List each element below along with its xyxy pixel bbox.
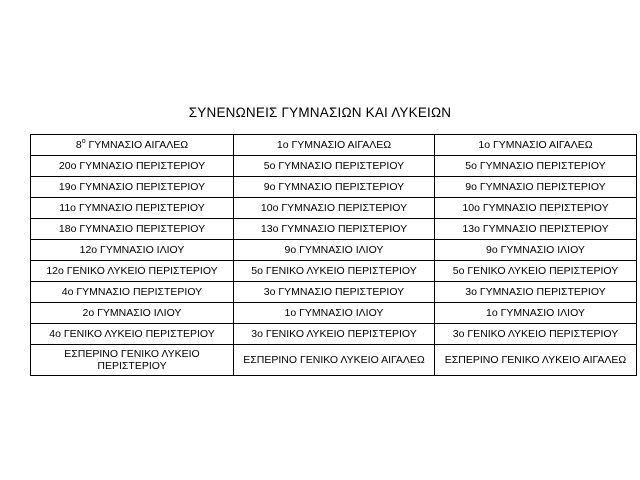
table-cell: 9ο ΓΥΜΝΑΣΙΟ ΙΛΙΟΥ <box>435 240 637 261</box>
table-cell: 10ο ΓΥΜΝΑΣΙΟ ΠΕΡΙΣΤΕΡΙΟΥ <box>234 198 435 219</box>
table-cell: ΕΣΠΕΡΙΝΟ ΓΕΝΙΚΟ ΛΥΚΕΙΟ ΑΙΓΑΛΕΩ <box>435 345 637 376</box>
table-cell: 5ο ΓΥΜΝΑΣΙΟ ΠΕΡΙΣΤΕΡΙΟΥ <box>234 156 435 177</box>
table-cell <box>31 135 234 156</box>
table-cell: 10ο ΓΥΜΝΑΣΙΟ ΠΕΡΙΣΤΕΡΙΟΥ <box>435 198 637 219</box>
table-cell: 12ο ΓΥΜΝΑΣΙΟ ΙΛΙΟΥ <box>31 240 234 261</box>
document-title: ΣΥΝΕΝΩΝΕΙΣ ΓΥΜΝΑΣΙΩΝ ΚΑΙ ΛΥΚΕΙΩΝ <box>188 105 452 120</box>
table-row <box>31 177 637 198</box>
table-cell: 5ο ΓΕΝΙΚΟ ΛΥΚΕΙΟ ΠΕΡΙΣΤΕΡΙΟΥ <box>435 261 637 282</box>
table-cell: 3ο ΓΕΝΙΚΟ ΛΥΚΕΙΟ ΠΕΡΙΣΤΕΡΙΟΥ <box>435 324 637 345</box>
table-row <box>31 219 637 240</box>
table-cell: 3ο ΓΥΜΝΑΣΙΟ ΠΕΡΙΣΤΕΡΙΟΥ <box>435 282 637 303</box>
table-cell: 1ο ΓΥΜΝΑΣΙΟ ΙΛΙΟΥ <box>435 303 637 324</box>
table-cell: 3ο ΓΥΜΝΑΣΙΟ ΠΕΡΙΣΤΕΡΙΟΥ <box>234 282 435 303</box>
table-cell: 9ο ΓΥΜΝΑΣΙΟ ΠΕΡΙΣΤΕΡΙΟΥ <box>234 177 435 198</box>
table-cell: 9ο ΓΥΜΝΑΣΙΟ ΙΛΙΟΥ <box>234 240 435 261</box>
table-cell: 3ο ΓΕΝΙΚΟ ΛΥΚΕΙΟ ΠΕΡΙΣΤΕΡΙΟΥ <box>234 324 435 345</box>
table-cell: 9ο ΓΥΜΝΑΣΙΟ ΠΕΡΙΣΤΕΡΙΟΥ <box>435 177 637 198</box>
schools-merger-table <box>30 134 637 376</box>
table-cell: 11ο ΓΥΜΝΑΣΙΟ ΠΕΡΙΣΤΕΡΙΟΥ <box>31 198 234 219</box>
table-cell: 13ο ΓΥΜΝΑΣΙΟ ΠΕΡΙΣΤΕΡΙΟΥ <box>435 219 637 240</box>
table-cell: 4ο ΓΥΜΝΑΣΙΟ ΠΕΡΙΣΤΕΡΙΟΥ <box>31 282 234 303</box>
table-cell: 1ο ΓΥΜΝΑΣΙΟ ΙΛΙΟΥ <box>234 303 435 324</box>
table-cell: 1ο ΓΥΜΝΑΣΙΟ ΑΙΓΑΛΕΩ <box>435 135 637 156</box>
ordinal-superscript: ο <box>81 138 86 145</box>
table-row <box>31 324 637 345</box>
table-cell: 5ο ΓΥΜΝΑΣΙΟ ΠΕΡΙΣΤΕΡΙΟΥ <box>435 156 637 177</box>
table-cell: 13ο ΓΥΜΝΑΣΙΟ ΠΕΡΙΣΤΕΡΙΟΥ <box>234 219 435 240</box>
table-cell: 1ο ΓΥΜΝΑΣΙΟ ΑΙΓΑΛΕΩ <box>234 135 435 156</box>
table-row <box>31 261 637 282</box>
school-name: ΓΥΜΝΑΣΙΟ ΑΙΓΑΛΕΩ <box>85 139 189 151</box>
table-cell: ΕΣΠΕΡΙΝΟ ΓΕΝΙΚΟ ΛΥΚΕΙΟ ΠΕΡΙΣΤΕΡΙΟΥ <box>31 345 234 376</box>
table-row <box>31 198 637 219</box>
table-cell: 20ο ΓΥΜΝΑΣΙΟ ΠΕΡΙΣΤΕΡΙΟΥ <box>31 156 234 177</box>
table-row <box>31 156 637 177</box>
table-row <box>31 345 637 376</box>
table-cell: ΕΣΠΕΡΙΝΟ ΓΕΝΙΚΟ ΛΥΚΕΙΟ ΑΙΓΑΛΕΩ <box>234 345 435 376</box>
table-row <box>31 303 637 324</box>
table-cell: 12ο ΓΕΝΙΚΟ ΛΥΚΕΙΟ ΠΕΡΙΣΤΕΡΙΟΥ <box>31 261 234 282</box>
table-cell: 19ο ΓΥΜΝΑΣΙΟ ΠΕΡΙΣΤΕΡΙΟΥ <box>31 177 234 198</box>
table-cell: 18ο ΓΥΜΝΑΣΙΟ ΠΕΡΙΣΤΕΡΙΟΥ <box>31 219 234 240</box>
table-cell: 4ο ΓΕΝΙΚΟ ΛΥΚΕΙΟ ΠΕΡΙΣΤΕΡΙΟΥ <box>31 324 234 345</box>
table-row <box>31 240 637 261</box>
table-row <box>31 282 637 303</box>
table-cell: 5ο ΓΕΝΙΚΟ ΛΥΚΕΙΟ ΠΕΡΙΣΤΕΡΙΟΥ <box>234 261 435 282</box>
table-row <box>31 135 637 156</box>
table-cell: 2ο ΓΥΜΝΑΣΙΟ ΙΛΙΟΥ <box>31 303 234 324</box>
ordinal-number: 8 <box>75 139 82 151</box>
